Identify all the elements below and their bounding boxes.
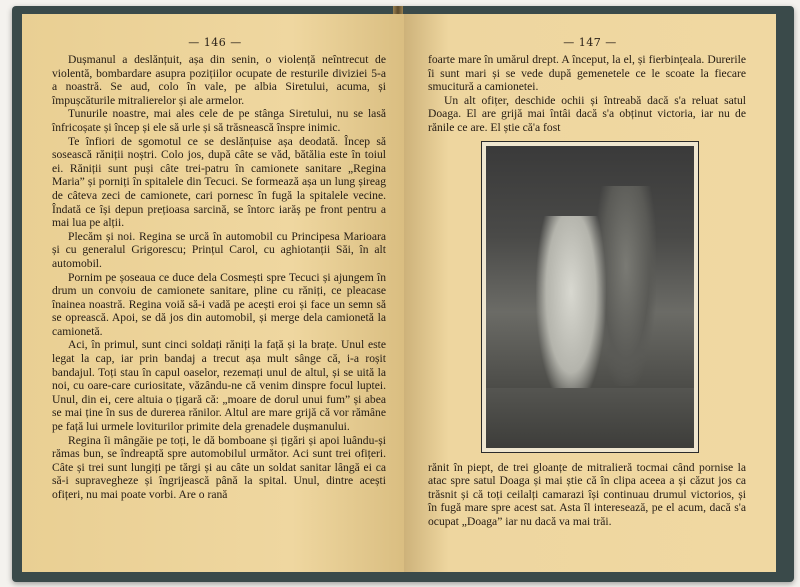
paragraph: rănit în piept, de trei gloanțe de mitralieră tocmai când pornise la atac spre satul Doaga și mai știe că în clipa aceea a și căzut jos ca trăsnit și că toți ceilalți camarazi își continuau drumul victorios, și în fugă mare spre acest sat. Asta îl interesează, pe el acum, dacă s'a ocupat „Doaga” iar nu dacă va mai trăi.	[428, 460, 746, 528]
paragraph: foarte mare în umărul drept. A început, la el, și fierbințeala. Durerile îi sunt mari și se vede după gemenetele ce le scoate la fiecare smucitură a camionetei.	[428, 53, 746, 94]
photo-ground	[486, 388, 694, 448]
paragraph: Un alt ofițer, deschide ochii și întreabă dacă s'a reluat satul Doaga. El are grijă mai întâi dacă s'a obținut victoria, iar nu de rănile ce are. El știe că'a fost	[428, 93, 746, 134]
paragraph: Regina îi mângăie pe toți, le dă bomboane și țigări și apoi luându-și rămas bun, se îndreaptă spre automobilul următor. Aci sunt trei ofițeri. Câte și trei sunt lungiți pe tărgi și au câte un soldat sanitar lângă ei ca să-i supravegheze și îngrijească până la spital. Unul, dintre acești ofițeri, nu mai poate vorbi. Are o rană	[52, 433, 386, 501]
paragraph: Tunurile noastre, mai ales cele de pe stânga Siretului, nu se lasă înfricoșate și încep și ele să urle și să trăsnească înspre inimic.	[52, 107, 386, 134]
left-page-text	[22, 53, 408, 502]
paragraph: Pornim pe șoseaua ce duce dela Cosmești spre Tecuci și ajungem în drum un convoiu de camionete sanitare, pline cu răniți, ce pleacase înainea noastră. Regina voiă să-i vadă pe acești eroi și face un semn să se oprească. Apoi, se dă jos din automobil, și merge dela camionetă la camionetă.	[52, 270, 386, 338]
right-page-text-bottom	[404, 461, 776, 529]
paragraph: Plecăm și noi. Regina se urcă în automobil cu Principesa Marioara și cu generalul Grigorescu; Prințul Carol, cu aghiotanții Săi, în alt automobil.	[52, 229, 386, 270]
paragraph: Te înfiori de sgomotul ce se deslănțuise așa deodată. Încep să sosească răniții noștri. Colo jos, după câte se văd, bătălia este în toiul ei. Răniții sunt puși câte trei-patru în camionete sanitare „Regina Maria” și porniți în spitalele din Tecuci. Se formează așa un lung șireag de câteva zeci de camionete, cari pornesc în fugă la spitalele vecine. Îndată ce își depun prețioasa sarcină, se întorc iarăș pe front pentru a mai lua pe alții.	[52, 134, 386, 230]
page-number-left: — 146 —	[188, 36, 242, 49]
right-page	[404, 14, 776, 572]
paragraph: Aci, în primul, sunt cinci soldați răniți la față și la brațe. Unul este legat la cap, iar prin bandaj a trecut așa mult sânge că, i-a roșit bandajul. Toți stau în capul oaselor, rezemați unul de altul, și se uită la noi, cu oare-care curiositate, văzându-ne că venim dinspre focul luptei. Unul, din ei, cere altuia o țigară că: „moare de dorul unui fum” și abea se mai ține în sus de durerea rănilor. Altul are mare grijă că vor rămâne pe față lui urmele loviturilor primite dela grenadele dușmanului.	[52, 338, 386, 434]
right-page-text	[404, 53, 776, 135]
left-page	[22, 14, 408, 572]
photo-figure-nurse	[536, 216, 606, 406]
page-number-right: — 147 —	[563, 36, 617, 49]
photograph-soldiers-icon	[481, 141, 699, 453]
photo-image	[486, 146, 694, 448]
paragraph: Dușmanul a deslănțuit, așa din senin, o violență neîntrecut de violentă, bombardare asupra pozițiilor ocupate de resturile diviziei 5-a a noastră. Se aud, colo în vale, pe albia Siretului, acuma, și împușcăturile mitralierelor și ale armelor.	[52, 53, 386, 107]
